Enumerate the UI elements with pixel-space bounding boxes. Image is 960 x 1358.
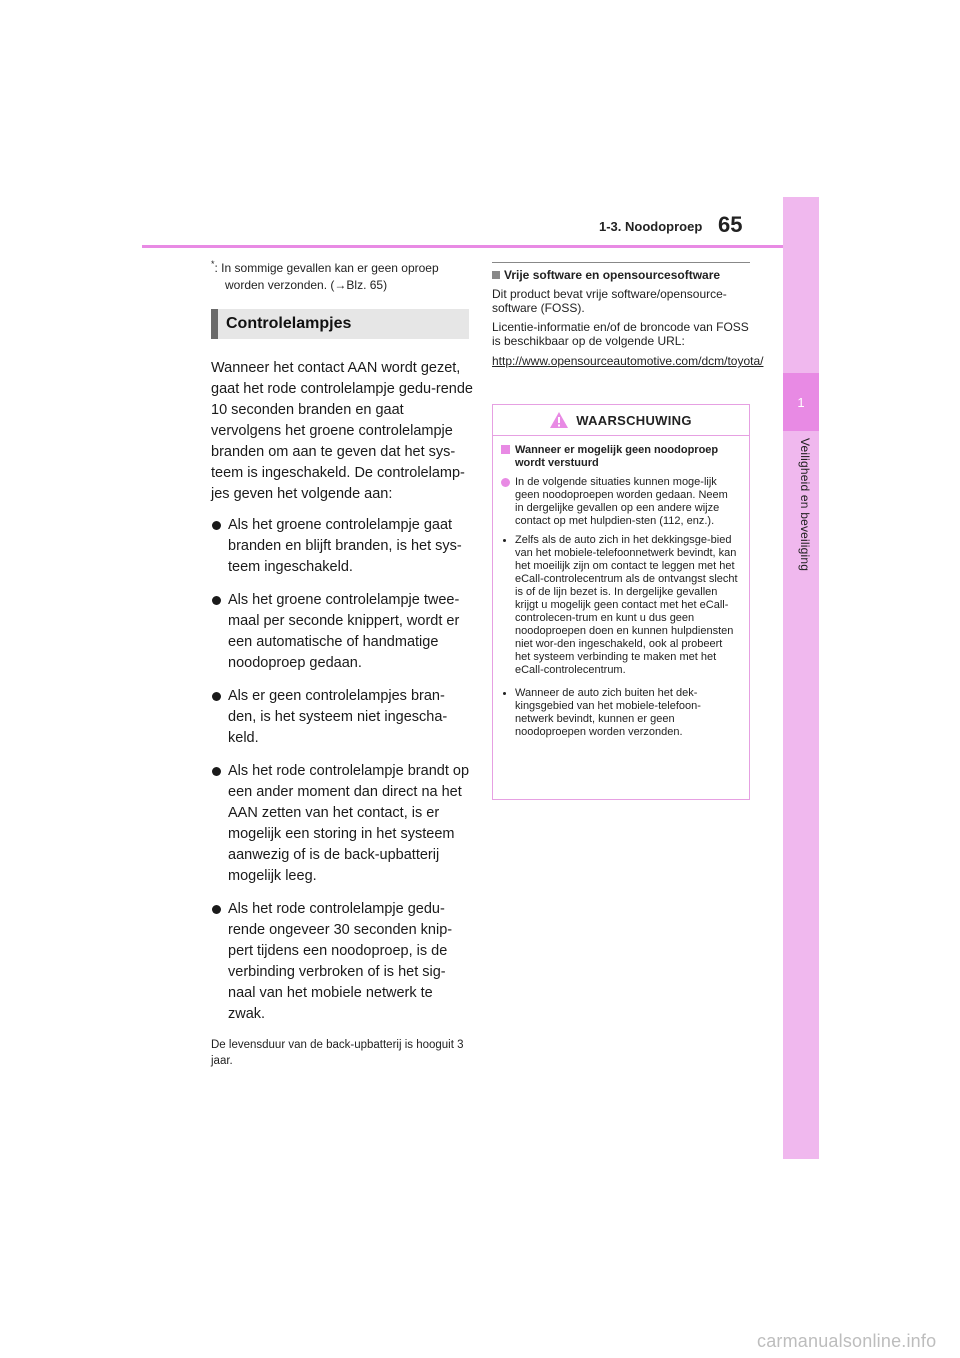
dot-bullet-icon (503, 539, 506, 542)
bullet-icon (212, 767, 221, 776)
side-tab (783, 197, 819, 1159)
header-rule (142, 245, 783, 248)
warning-item (501, 534, 739, 677)
list-item-text: Als het rode controlelampje gedu-rende ongeveer 30 seconden knip-pert tijdens een noodoproep, is de verbinding verbroken of is het sig-naal van het mobiele netwerk te zwak. (228, 901, 453, 1022)
list-item-text: Als het groene controlelampje twee-maal per seconde knippert, wordt er een automatische of handmatige noodoproep gedaan. (228, 592, 460, 671)
warning-item-text: Zelfs als de auto zich in het dekkingsge-bied van het mobiele-telefoonnetwerk bevindt, kan het moeilijk zijn om contact te leggen met het eCall-controlecentrum als de ontvangst slecht is of de lijn bezet is. In dergelijke gevallen krijgt u mogelijk geen contact met het eCall-controlecen-trum en kunt u dus geen noodoproepen doen en kunnen hulpdiensten niet wor-den ingeschakeld, ook al probeert het systeem verbinding te maken met het eCall-controlecentrum. (515, 534, 738, 676)
battery-note: De levensduur van de back-upbatterij is hooguit 3 jaar. (211, 1039, 464, 1067)
foss-paragraph: Dit product bevat vrije software/opensource-software (FOSS). (492, 287, 727, 315)
bullet-icon (212, 692, 221, 701)
footnote-mark: * (211, 259, 215, 269)
list-item (211, 515, 473, 578)
footnote (211, 256, 473, 294)
warning-subheading (501, 444, 739, 470)
chapter-number: 1 (783, 373, 819, 431)
warning-box (492, 404, 750, 800)
indicator-list (211, 515, 473, 1025)
warning-intro (501, 476, 739, 528)
foss-paragraph: Licentie-informatie en/of de broncode van FOSS is beschikbaar op de volgende URL: (492, 320, 749, 348)
warning-title: WAARSCHUWING (576, 412, 692, 428)
list-item-text: Als er geen controlelampjes bran-den, is het systeem niet ingescha-keld. (228, 688, 448, 746)
bullet-icon (212, 521, 221, 530)
list-item-text: Als het rode controlelampje brandt op een ander moment dan direct na het AAN zetten van het contact, is er mogelijk een storing in het systeem aanwezig of is de back-upbatterij mogelijk leeg. (228, 763, 470, 884)
list-item (211, 899, 473, 1025)
bullet-icon (212, 905, 221, 914)
footnote-text: : In sommige gevallen kan er geen oproep worden verzonden. (→Blz. 65) (214, 261, 439, 292)
watermark: carmanualsonline.info (757, 1331, 937, 1351)
bullet-icon (212, 596, 221, 605)
foss-heading-text: Vrije software en opensourcesoftware (504, 268, 721, 282)
section-title: 1-3. Noodoproep (599, 219, 703, 234)
warning-triangle-icon (550, 412, 568, 428)
divider (492, 262, 750, 263)
warning-item-text: Wanneer de auto zich buiten het dek-kingsgebied van het mobiele-telefoon-netwerk bevindt, kunnen er geen noodoproepen worden verzonden. (515, 687, 701, 738)
right-column (492, 262, 764, 368)
intro-paragraph: Wanneer het contact AAN wordt gezet, gaat het rode controlelampje gedu-rende 10 seconden branden en gaat vervolgens het groene controlelampje branden om aan te geven dat het sys-teem is ingeschakeld. De controlelamp-jes geven het volgende aan: (211, 360, 473, 502)
list-item-text: Als het groene controlelampje gaat branden en blijft branden, is het sys-teem ingeschakeld. (228, 517, 462, 575)
circle-bullet-icon (501, 478, 510, 487)
chapter-title: Veiligheid en beveiliging (798, 438, 812, 572)
foss-link[interactable]: http://www.opensourceautomotive.com/dcm/toyota/ (492, 354, 764, 368)
list-item (211, 686, 473, 749)
page-number: 65 (718, 212, 743, 237)
list-item (211, 761, 473, 887)
dot-bullet-icon (503, 692, 506, 695)
warning-subheading-text: Wanneer er mogelijk geen noodoproep wordt verstuurd (515, 444, 719, 469)
square-bullet-icon (501, 445, 510, 454)
list-item (211, 590, 473, 674)
foss-heading (492, 268, 750, 282)
square-bullet-icon (492, 271, 500, 279)
section-heading: Controlelampjes (211, 309, 469, 339)
warning-intro-text: In de volgende situaties kunnen moge-lijk geen noodoproepen worden gedaan. Neem in dergelijke gevallen op een andere wijze contact op met hulpdien-sten (112, enz.). (515, 476, 728, 527)
warning-content (493, 436, 749, 739)
warning-header (493, 405, 749, 436)
warning-item (501, 687, 739, 739)
left-column (211, 256, 473, 1069)
